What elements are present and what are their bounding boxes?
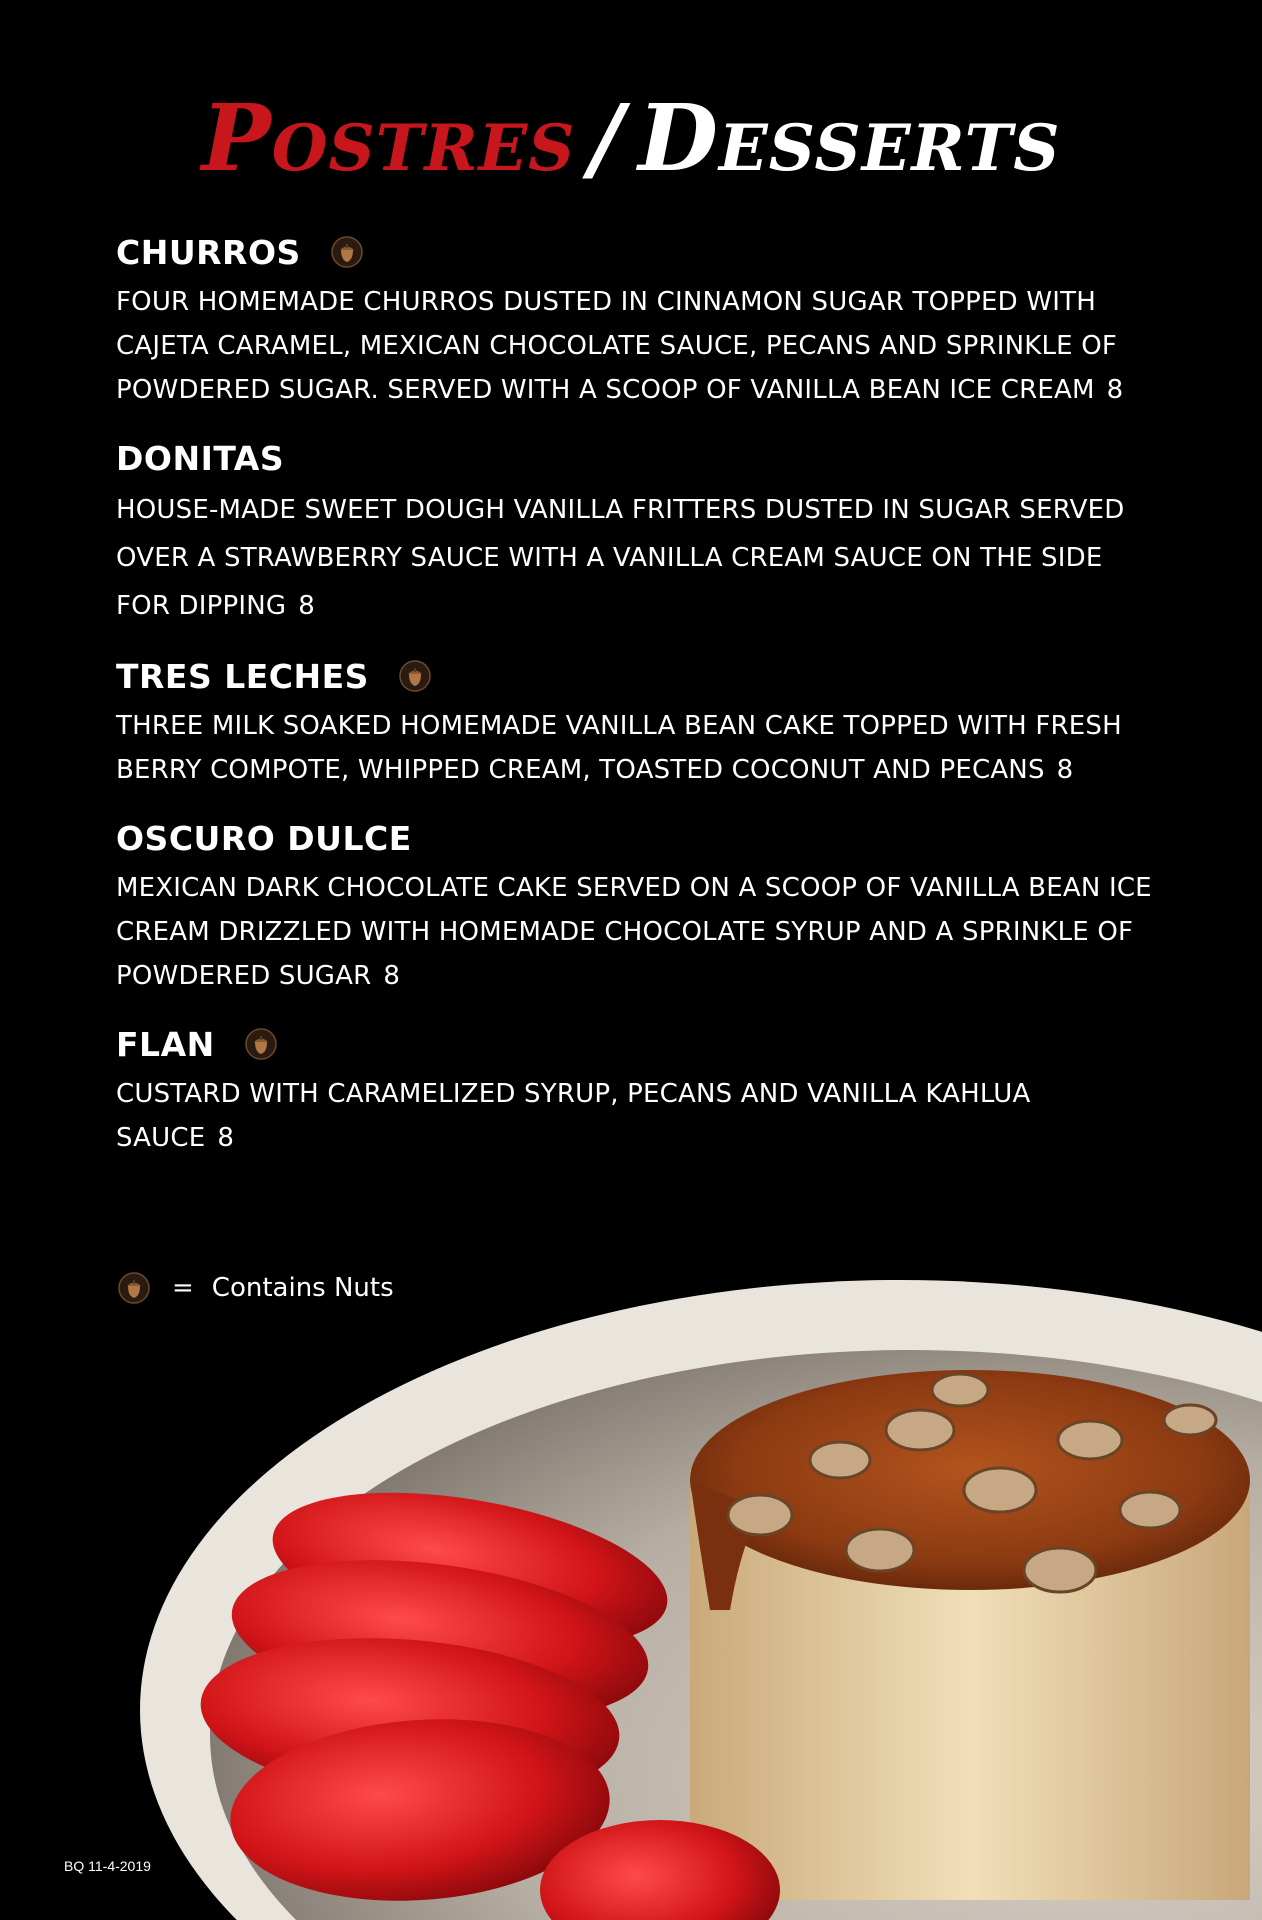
menu-item-tres-leches [116, 652, 1156, 792]
item-description: HOUSE-MADE SWEET DOUGH VANILLA FRITTERS DUSTED IN SUGAR SERVED OVER A STRAWBERRY SAUCE WITH A VANILLA CREAM SAUCE ON THE SIDE FOR DIPPING [116, 495, 1125, 621]
menu-item-flan [116, 1020, 1156, 1160]
item-header [116, 1020, 1156, 1068]
item-description: THREE MILK SOAKED HOMEMADE VANILLA BEAN CAKE TOPPED WITH FRESH BERRY COMPOTE, WHIPPED CREAM, TOASTED COCONUT AND PECANS [116, 711, 1122, 785]
item-name: OSCURO DULCE [116, 818, 412, 858]
item-price: 8 [217, 1123, 235, 1153]
item-name: TRES LECHES [116, 656, 369, 696]
item-header [116, 652, 1156, 700]
item-description-wrap [116, 280, 1156, 412]
item-description: CUSTARD WITH CARAMELIZED SYRUP, PECANS AND VANILLA KAHLUA SAUCE [116, 1079, 1031, 1153]
nut-icon [331, 236, 363, 268]
legend-label: Contains Nuts [211, 1273, 394, 1303]
item-name: FLAN [116, 1024, 215, 1064]
nut-icon [399, 660, 431, 692]
item-description: FOUR HOMEMADE CHURROS DUSTED IN CINNAMON SUGAR TOPPED WITH CAJETA CARAMEL, MEXICAN CHOCOLATE SAUCE, PECANS AND SPRINKLE OF POWDERED SUGAR. SERVED WITH A SCOOP OF VANILLA BEAN ICE CREAM [116, 287, 1118, 405]
item-price: 8 [1106, 375, 1124, 405]
item-description-wrap [116, 486, 1156, 630]
footer-code: BQ 11-4-2019 [64, 1858, 151, 1874]
nut-icon [245, 1028, 277, 1060]
title-separator: / [589, 84, 625, 192]
menu-item-oscuro-dulce [116, 814, 1156, 998]
page-title [0, 84, 1262, 192]
item-price: 8 [1056, 755, 1074, 785]
nut-icon [118, 1272, 150, 1304]
item-header [116, 434, 1156, 482]
item-description: MEXICAN DARK CHOCOLATE CAKE SERVED ON A SCOOP OF VANILLA BEAN ICE CREAM DRIZZLED WITH HOMEMADE CHOCOLATE SYRUP AND A SPRINKLE OF POWDERED SUGAR [116, 873, 1152, 991]
item-description-wrap [116, 704, 1156, 792]
item-header [116, 228, 1156, 276]
legend-equals: = [172, 1273, 194, 1303]
item-header [116, 814, 1156, 862]
item-price: 8 [383, 961, 401, 991]
item-name: DONITAS [116, 438, 285, 478]
title-english: Desserts [638, 84, 1061, 192]
item-description-wrap [116, 866, 1156, 998]
item-price: 8 [298, 591, 316, 621]
menu-item-churros [116, 228, 1156, 412]
title-spanish: Postres [201, 84, 576, 192]
item-name: CHURROS [116, 232, 301, 272]
nut-legend [118, 1272, 394, 1304]
dessert-list [116, 228, 1156, 1182]
menu-item-donitas [116, 434, 1156, 630]
item-description-wrap [116, 1072, 1156, 1160]
